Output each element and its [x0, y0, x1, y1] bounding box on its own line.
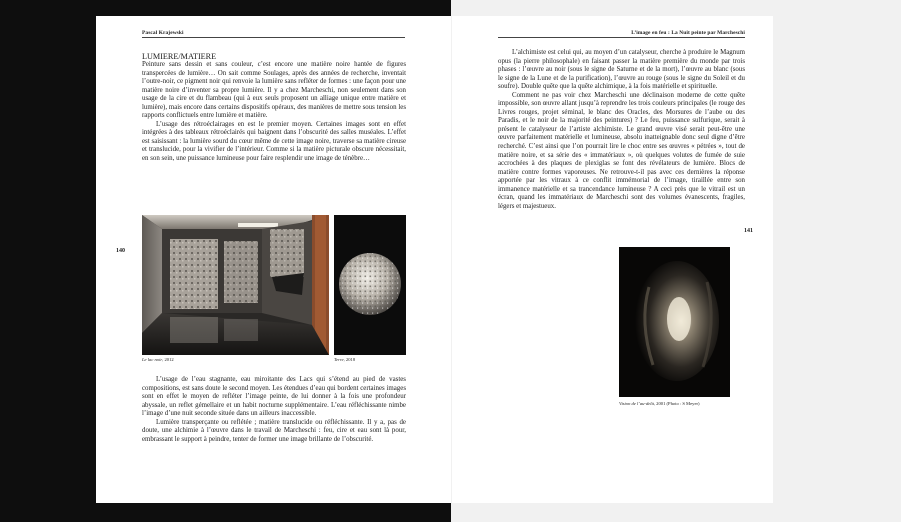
paragraph: L’alchimiste est celui qui, au moyen d’un catalyseur, cherche à produire le Magnum opus (la pierre philosophale) en faisant passer la matière première du monde par trois phases : l’œuvre au noir (sous le signe de Saturne et de la mort), l’œuvre au blanc (sous le signe de la Lune et de la purification), l’œuvre au rouge (sous le signe du Soleil et du soufre). Double quête que la quête alchimique, à la fois matérielle et spirituelle. — [498, 49, 745, 91]
text-block-bottom — [142, 376, 406, 444]
installation-room-image — [142, 215, 329, 355]
paragraph: L’usage des rétroéclairages en est le premier moyen. Certaines images sont en effet intégrées à des tableaux rétroéclairés qui baignent dans l’obscurité des salles muséales. L’effet est saisissant : la lumière sourd du cœur même de cette image noire, traverse sa matière cireuse et translucide, pour la vivifier de l’intérieur. Comme si la matière picturale obscure nécessitait, en son sein, une puissance lumineuse pour faire resplendir une image de ténèbre… — [142, 120, 406, 163]
caption-credit: , 2001 (Photo : S Meyer) — [653, 401, 700, 406]
sphere-image — [334, 215, 406, 355]
text-block-top — [142, 61, 406, 164]
page-number-left: 140 — [116, 248, 125, 254]
caption-vision-au-dela — [619, 401, 700, 406]
caption-year: , 2012 — [162, 357, 174, 362]
paragraph: Comment ne pas voir chez Marcheschi une déclinaison moderne de cette quête impossible, son œuvre allant jusqu’à reprendre les trois couleurs principales (le rouge des Livres rouges, projet séminal, le blanc des Oracles, des Morsures de l’aube ou des Paradis, et le noir de la majorité des peintures) ? Le feu, puissance sulfurique, serait à présent le catalyseur de l’artiste alchimiste. Le grand œuvre visé serait peut-être une œuvre parfaitement matérielle et lumineuse, absolu inatteignable donc seul digne d’être recherché. C’est ainsi que l’on pourrait lire le choc entre ses œuvres « pétrées », tout de matière noire, et sa série des « immatériaux », où quelques volutes de fumée de suie accrochées à des plaques de plexiglas se font des révélateurs de lumière. Blocs de matière contre formes vaporeuses. Ne retrouve-t-il pas avec ces dernières la réponse apportée par les vitraux à ce conflit immémorial de l’image, tiraillée entre son immanence matérielle et sa trancendance lumineuse ? A ceci près que le vitrail est un écran, quand les immatériaux de Marcheschi sont des volumes évanescents, fragiles, légers et majestueux. — [498, 91, 745, 210]
photo-le-lac-noir — [142, 215, 329, 355]
caption-terre — [334, 357, 355, 362]
photo-vision-au-dela — [619, 247, 730, 397]
header-rule — [142, 37, 405, 38]
photo-terre — [334, 215, 406, 355]
page-number-right: 141 — [744, 228, 753, 234]
running-head-right: L’image en feu : La Nuit peinte par Marcheschi — [631, 30, 745, 36]
tunnel-light-image — [619, 247, 730, 397]
caption-le-lac-noir — [142, 357, 174, 362]
text-block-right — [498, 49, 745, 211]
running-head-left: Pascal Krajewski — [142, 30, 184, 36]
caption-year: , 2018 — [343, 357, 356, 362]
header-rule — [498, 37, 745, 38]
section-heading: LUMIERE/MATIERE — [142, 52, 217, 61]
paragraph: Lumière transperçante ou reflétée ; matière translucide ou réfléchissante. Il y a, pas de doute, une alchimie à l’œuvre dans le travail de Marcheschi : feu, cire et eau sont là pour, embrassant le support à peindre, tenter de former une image brillante de l’obscurité. — [142, 418, 406, 443]
paragraph: Peinture sans dessin et sans couleur, c’est encore une matière noire hantée de figures transpercées de lumière… On sait comme Soulages, après des années de recherche, inventait l’outre-noir, ce pigment noir qui renvoie la lumière sans refléter de formes : une façon pour une matière noire d’inventer sa propre lumière. Il y a chez Marcheschi, non seulement dans son usage de la cire et du flambeau (qui à eux seuls proposent un alliage unique entre matière et lumière), mais encore dans certains dispositifs opéraux, des manières de mettre sous tension les rapports conflictuels entre lumière et matière. — [142, 61, 406, 120]
right-page — [452, 16, 773, 503]
caption-title: Le lac noir — [142, 357, 163, 362]
paragraph: L’usage de l’eau stagnante, eau miroitante des Lacs qui s’étend au pied de vastes compositions, est sans doute le second moyen. Les étendues d’eau qui bordent certaines images sont en effet le moyen de refléter l’image peinte, de lui donner à la fois une profondeur abyssale, un reflet gémellaire et un habit nocturne supplémentaire. L’eau réfléchissante nimbe l’image d’une nuit seconde située dans un ailleurs inaccessible. — [142, 376, 406, 418]
left-page — [96, 16, 451, 503]
caption-title: Vision de l’au-delà — [619, 401, 654, 406]
caption-title: Terre — [334, 357, 344, 362]
